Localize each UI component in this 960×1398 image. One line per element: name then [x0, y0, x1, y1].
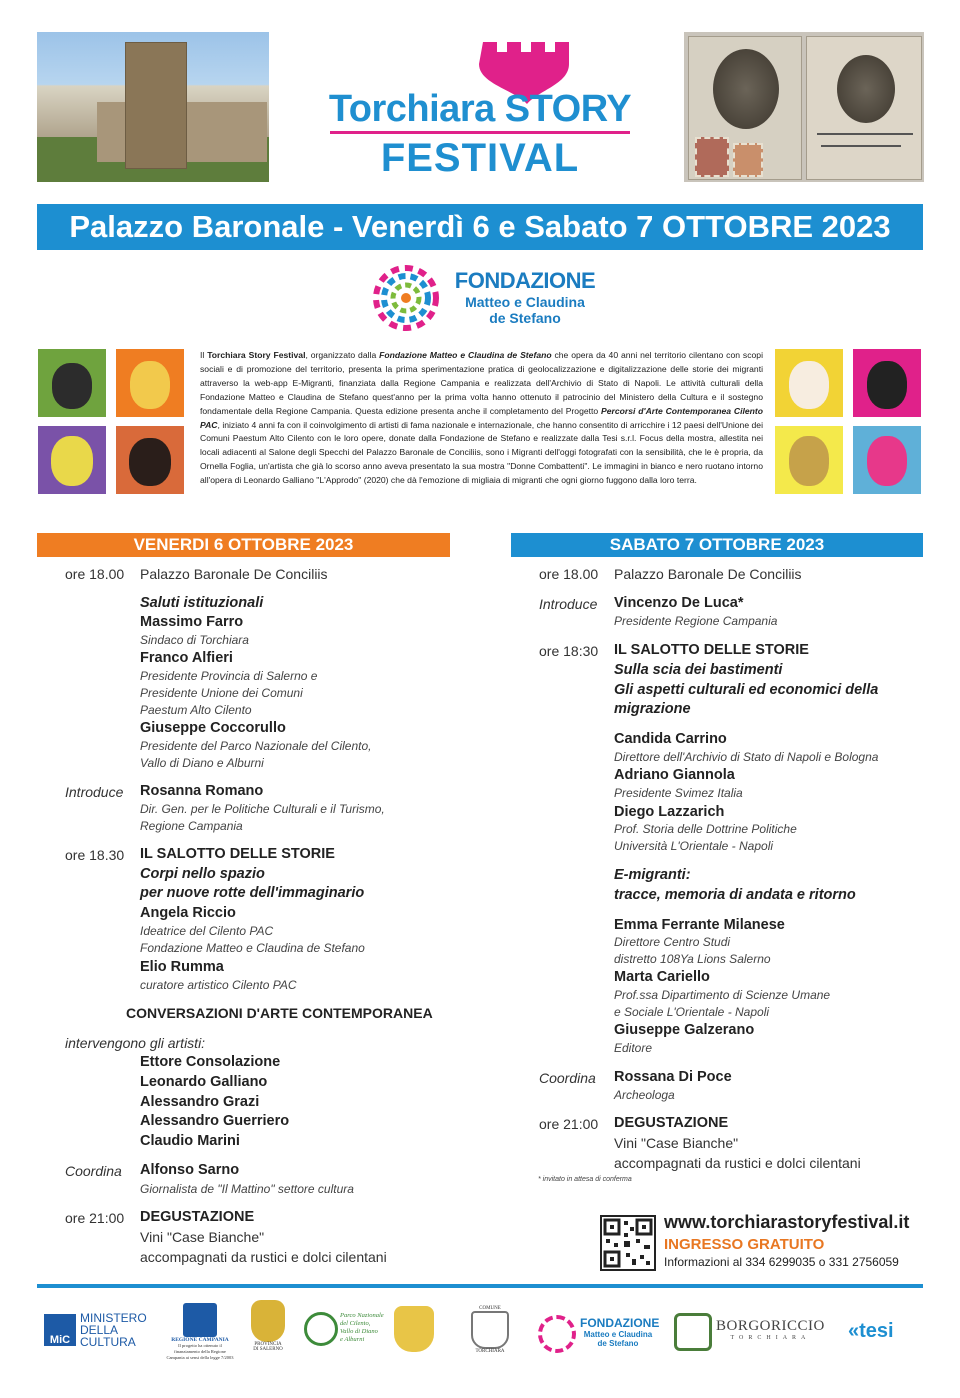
- friday-panel-1: Angela Riccio: [140, 905, 236, 921]
- stamp-2: [733, 143, 763, 177]
- friday-speaker-2-role-1: Presidente Provincia di Salerno e: [140, 669, 318, 683]
- friday-coordina-name: Alfonso Sarno: [140, 1162, 240, 1178]
- logo-line2: FESTIVAL: [380, 136, 580, 180]
- friday-introduce-name: Rosanna Romano: [140, 783, 264, 799]
- mic-logo-icon: MiC: [44, 1314, 76, 1346]
- saturday-rustici: accompagnati da rustici e dolci cilentani: [614, 1155, 861, 1171]
- intro-text-1: Il: [200, 350, 208, 360]
- saturday-panel-2: Adriano Giannola: [614, 767, 735, 783]
- footer-divider: [37, 1284, 923, 1288]
- friday-speaker-2: Franco Alfieri: [140, 650, 233, 666]
- vintage-photos: [684, 32, 924, 182]
- campania-shield-icon: [183, 1303, 217, 1337]
- friday-venue: Palazzo Baronale De Conciliis: [140, 566, 328, 582]
- portrait-woman-1: [713, 49, 779, 129]
- friday-intervengono: intervengono gli artisti:: [65, 1035, 206, 1051]
- saturday-panel-3-role-2: Università L'Orientale - Napoli: [614, 839, 774, 853]
- borgoriccio-name: BORGORICCIO: [716, 1318, 825, 1334]
- saturday-panel-6: Giuseppe Galzerano: [614, 1022, 755, 1038]
- friday-degustazione: DEGUSTAZIONE: [140, 1209, 255, 1225]
- handwriting-1: [817, 133, 913, 135]
- sponsor-foundation: [580, 1316, 660, 1348]
- foundation-title: FONDAZIONE: [454, 268, 596, 293]
- foundation-logo-icon: [370, 262, 442, 334]
- castle-photo: [37, 32, 269, 182]
- friday-heading: VENERDI 6 OTTOBRE 2023: [37, 533, 450, 557]
- friday-speaker-3: Giuseppe Coccorullo: [140, 720, 286, 736]
- saturday-panel-4-role-2: distretto 108Ya Lions Salerno: [614, 952, 771, 966]
- foundation-name: [450, 268, 600, 326]
- friday-introduce-role-1: Dir. Gen. per le Politiche Culturali e il Turismo,: [140, 802, 385, 816]
- saturday-panel-3: Diego Lazzarich: [614, 804, 725, 820]
- sponsor-regione-campania: [160, 1303, 240, 1361]
- free-entry: INGRESSO GRATUITO: [664, 1236, 825, 1253]
- saturday-emigranti-2: tracce, memoria di andata e ritorno: [614, 887, 856, 903]
- friday-coordina-role: Giornalista de "Il Mattino" settore cultura: [140, 1182, 354, 1196]
- friday-salotto-sub-2: per nuove rotte dell'immaginario: [140, 885, 365, 901]
- artwork-portrait-1: [38, 349, 106, 417]
- provincia-line1: PROVINCIA: [254, 1342, 282, 1347]
- logo-line1: Torchiara STORY: [328, 88, 632, 130]
- tesi-logo: «tesi: [848, 1320, 894, 1342]
- saturday-coordina-role: Archeologa: [614, 1088, 675, 1102]
- saturday-note: * invitato in attesa di conferma: [538, 1176, 632, 1183]
- saturday-vini: Vini "Case Bianche": [614, 1135, 739, 1151]
- parco-line1: Parco Nazionale: [340, 1312, 384, 1319]
- friday-introduce-role-2: Regione Campania: [140, 819, 243, 833]
- saturday-panel-1: Candida Carrino: [614, 731, 727, 747]
- provincia-line2: DI SALERNO: [253, 1347, 283, 1352]
- tower: [125, 42, 187, 169]
- saturday-panel-4-role-1: Direttore Centro Studi: [614, 935, 731, 949]
- saturday-panel-6-role: Editore: [614, 1041, 653, 1055]
- artwork-portrait-3: [38, 426, 106, 494]
- artwork-portrait-8: [853, 426, 921, 494]
- friday-coordina-label: Coordina: [65, 1163, 122, 1179]
- campania-note-2: finanziamento della Regione: [174, 1349, 226, 1354]
- foundation-sub2: de Stefano: [489, 310, 561, 326]
- saturday-time-1800: ore 18.00: [539, 566, 599, 582]
- friday-speaker-2-role-3: Paestum Alto Cilento: [140, 703, 252, 717]
- campania-note-3: Campania ai sensi della legge 7/2003: [166, 1355, 234, 1360]
- friday-time-2100: ore 21:00: [65, 1210, 125, 1226]
- saturday-panel-2-role: Presidente Svimez Italia: [614, 786, 743, 800]
- sponsor-foundation-sub1: Matteo e Claudina: [583, 1330, 653, 1339]
- provincia-crest-icon: [251, 1300, 285, 1342]
- parco-line4: e Alburni: [340, 1336, 365, 1343]
- campania-label: REGIONE CAMPANIA: [171, 1337, 229, 1343]
- borgoriccio-emblem-icon: [674, 1313, 712, 1351]
- saturday-time-2100: ore 21:00: [539, 1116, 599, 1132]
- intro-text-3: che opera da 40 anni nel territorio cilentano con scopi sociali e di promozione del territorio, presenta la prima sperimentazione pratica di geolocalizzazione e digitalizzazione delle storie dei migranti attraverso la web-app E-Migranti, finanziata dalla Regione Campania e realizzata dell'Archivio di Stato di Napoli. Le attività culturali della Fondazione Matteo e Claudina de Stefano quest'anno per la prima volta hanno ottenuto il patrocinio del Ministero della Cultura e il sostegno fondamentale della Regione Campania. Questa edizione presenta anche il completamento del Progetto: [200, 350, 763, 416]
- saturday-panel-1-role: Direttore dell'Archivio di Stato di Napoli e Bologna: [614, 750, 879, 764]
- parco-line3: Vallo di Diano: [340, 1328, 378, 1335]
- friday-speaker-1-role: Sindaco di Torchiara: [140, 633, 249, 647]
- event-banner: Palazzo Baronale - Venerdì 6 e Sabato 7 OTTOBRE 2023: [37, 204, 923, 250]
- saturday-emigranti-1: E-migranti:: [614, 867, 691, 883]
- friday-artist-3: Alessandro Grazi: [140, 1094, 260, 1110]
- saturday-panel-5-role-1: Prof.ssa Dipartimento di Scienze Umane: [614, 988, 831, 1002]
- artwork-portrait-4: [116, 426, 184, 494]
- sponsor-comune-torchiara: [464, 1306, 516, 1354]
- vintage-card-2: [806, 36, 922, 180]
- mic-line3: CULTURA: [80, 1335, 136, 1349]
- friday-rustici: accompagnati da rustici e dolci cilentani: [140, 1249, 387, 1265]
- vintage-card-1: [688, 36, 802, 180]
- saturday-degustazione: DEGUSTAZIONE: [614, 1115, 729, 1131]
- friday-salotto-sub-1: Corpi nello spazio: [140, 866, 265, 882]
- parco-logo-icon: [304, 1312, 340, 1348]
- artwork-portrait-6: [853, 349, 921, 417]
- intro-foundation-name: Fondazione Matteo e Claudina de Stefano: [379, 350, 552, 360]
- logo-divider: [330, 131, 630, 134]
- saturday-panel-5-role-2: e Sociale L'Orientale - Napoli: [614, 1005, 770, 1019]
- saturday-panel-5: Marta Cariello: [614, 969, 710, 985]
- mic-line2: DELLA: [80, 1323, 119, 1337]
- intro-project-name: Percorsi d'Arte Contemporanea Cilento PAC: [200, 405, 763, 430]
- friday-time-1830: ore 18.30: [65, 847, 125, 863]
- saturday-time-1830: ore 18:30: [539, 643, 599, 659]
- saturday-salotto-sub-1: Sulla scia dei bastimenti: [614, 662, 783, 678]
- artwork-portrait-2: [116, 349, 184, 417]
- info-phone: Informazioni al 334 6299035 o 331 2756059: [664, 1255, 899, 1269]
- friday-speaker-2-role-2: Presidente Unione dei Comuni: [140, 686, 303, 700]
- comune-line1: COMUNE: [479, 1306, 501, 1311]
- friday-speaker-3-role-2: Vallo di Diano e Alburni: [140, 756, 264, 770]
- friday-speaker-1: Massimo Farro: [140, 614, 244, 630]
- intro-paragraph: [200, 349, 763, 488]
- sponsor-parco: [340, 1312, 384, 1344]
- saturday-heading: SABATO 7 OTTOBRE 2023: [511, 533, 923, 557]
- friday-introduce-label: Introduce: [65, 784, 124, 800]
- qr-code-icon[interactable]: [600, 1215, 656, 1271]
- friday-artist-5: Claudio Marini: [140, 1133, 240, 1149]
- friday-panel-2: Elio Rumma: [140, 959, 224, 975]
- comune-crest-icon: [394, 1306, 434, 1352]
- friday-panel-1-role-1: Ideatrice del Cilento PAC: [140, 924, 274, 938]
- mic-line1: MINISTERO: [80, 1311, 147, 1325]
- saturday-introduce-label: Introduce: [539, 596, 598, 612]
- friday-artist-1: Ettore Consolazione: [140, 1054, 281, 1070]
- comune-line2: TORCHIARA: [475, 1349, 505, 1354]
- sponsor-borgoriccio: [716, 1318, 825, 1341]
- friday-artist-2: Leonardo Galliano: [140, 1074, 268, 1090]
- friday-saluti: Saluti istituzionali: [140, 595, 264, 611]
- artwork-portrait-7: [775, 426, 843, 494]
- friday-vini: Vini "Case Bianche": [140, 1229, 265, 1245]
- campania-note-1: Il progetto ha ottenuto il: [178, 1343, 222, 1348]
- saturday-coordina-label: Coordina: [539, 1070, 596, 1086]
- friday-panel-2-role: curatore artistico Cilento PAC: [140, 978, 297, 992]
- handwriting-2: [821, 145, 901, 147]
- intro-text-4: , iniziato 4 anni fa con il coinvolgimento di artisti di fama nazionale e internazionale, che hanno consentito di arricchire i 12 paesi dell'Unione dei Comuni Paestum Alto Cilento con le loro opere, donate dalla Fondazione de Stefano e realizzate dalla Tesi s.r.l. Focus della mostra, allestita nei locali adiacenti al Salone degli Specchi del Palazzo Baronale de Conciliis, sono i Migranti dell'oggi fotografati con la sensibilità, che le è propria, da Ornella Foglia, un'artista che già lo scorso anno aveva presentato la sua mostra "Donne Combattenti". Le immagini in bianco e nero ruotano intorno all'opera di Leonardo Galliano "L'Approdo" (2020) che dà l'emozione di migliaia di migranti che ogni giorno fuggono dalla loro terra.: [200, 419, 763, 486]
- sponsor-foundation-title: FONDAZIONE: [580, 1316, 660, 1330]
- sponsor-foundation-sub2: de Stefano: [597, 1339, 639, 1348]
- intro-festival-name: Torchiara Story Festival: [207, 350, 306, 360]
- friday-speaker-3-role-1: Presidente del Parco Nazionale del Cilento,: [140, 739, 372, 753]
- saturday-venue: Palazzo Baronale De Conciliis: [614, 566, 802, 582]
- intro-text-2: , organizzato dalla: [305, 350, 380, 360]
- foundation-small-logo-icon: [538, 1315, 576, 1353]
- saturday-panel-3-role-1: Prof. Storia delle Dottrine Politiche: [614, 822, 797, 836]
- saturday-salotto-sub-3: migrazione: [614, 701, 691, 717]
- saturday-panel-4: Emma Ferrante Milanese: [614, 917, 785, 933]
- festival-logo: [290, 88, 670, 181]
- friday-conversazioni: CONVERSAZIONI D'ARTE CONTEMPORANEA: [126, 1005, 433, 1021]
- saturday-salotto-sub-2: Gli aspetti culturali ed economici della: [614, 682, 879, 698]
- friday-panel-1-role-2: Fondazione Matteo e Claudina de Stefano: [140, 941, 365, 955]
- friday-time-1800: ore 18.00: [65, 566, 125, 582]
- torchiara-crest-icon: [471, 1311, 509, 1349]
- parco-line2: del Cilento,: [340, 1320, 371, 1327]
- foundation-sub1: Matteo e Claudina: [465, 294, 585, 310]
- saturday-introduce-role: Presidente Regione Campania: [614, 614, 778, 628]
- saturday-coordina-name: Rossana Di Poce: [614, 1069, 732, 1085]
- friday-artist-4: Alessandro Guerriero: [140, 1113, 290, 1129]
- artwork-portrait-5: [775, 349, 843, 417]
- website-link[interactable]: www.torchiarastoryfestival.it: [664, 1212, 910, 1232]
- sponsor-provincia: [244, 1300, 292, 1352]
- saturday-salotto: IL SALOTTO DELLE STORIE: [614, 642, 809, 658]
- saturday-introduce-name: Vincenzo De Luca*: [614, 595, 744, 611]
- portrait-woman-2: [837, 55, 895, 123]
- stamp-1: [695, 137, 729, 177]
- friday-salotto: IL SALOTTO DELLE STORIE: [140, 846, 335, 862]
- borgoriccio-place: TORCHIARA: [730, 1335, 811, 1341]
